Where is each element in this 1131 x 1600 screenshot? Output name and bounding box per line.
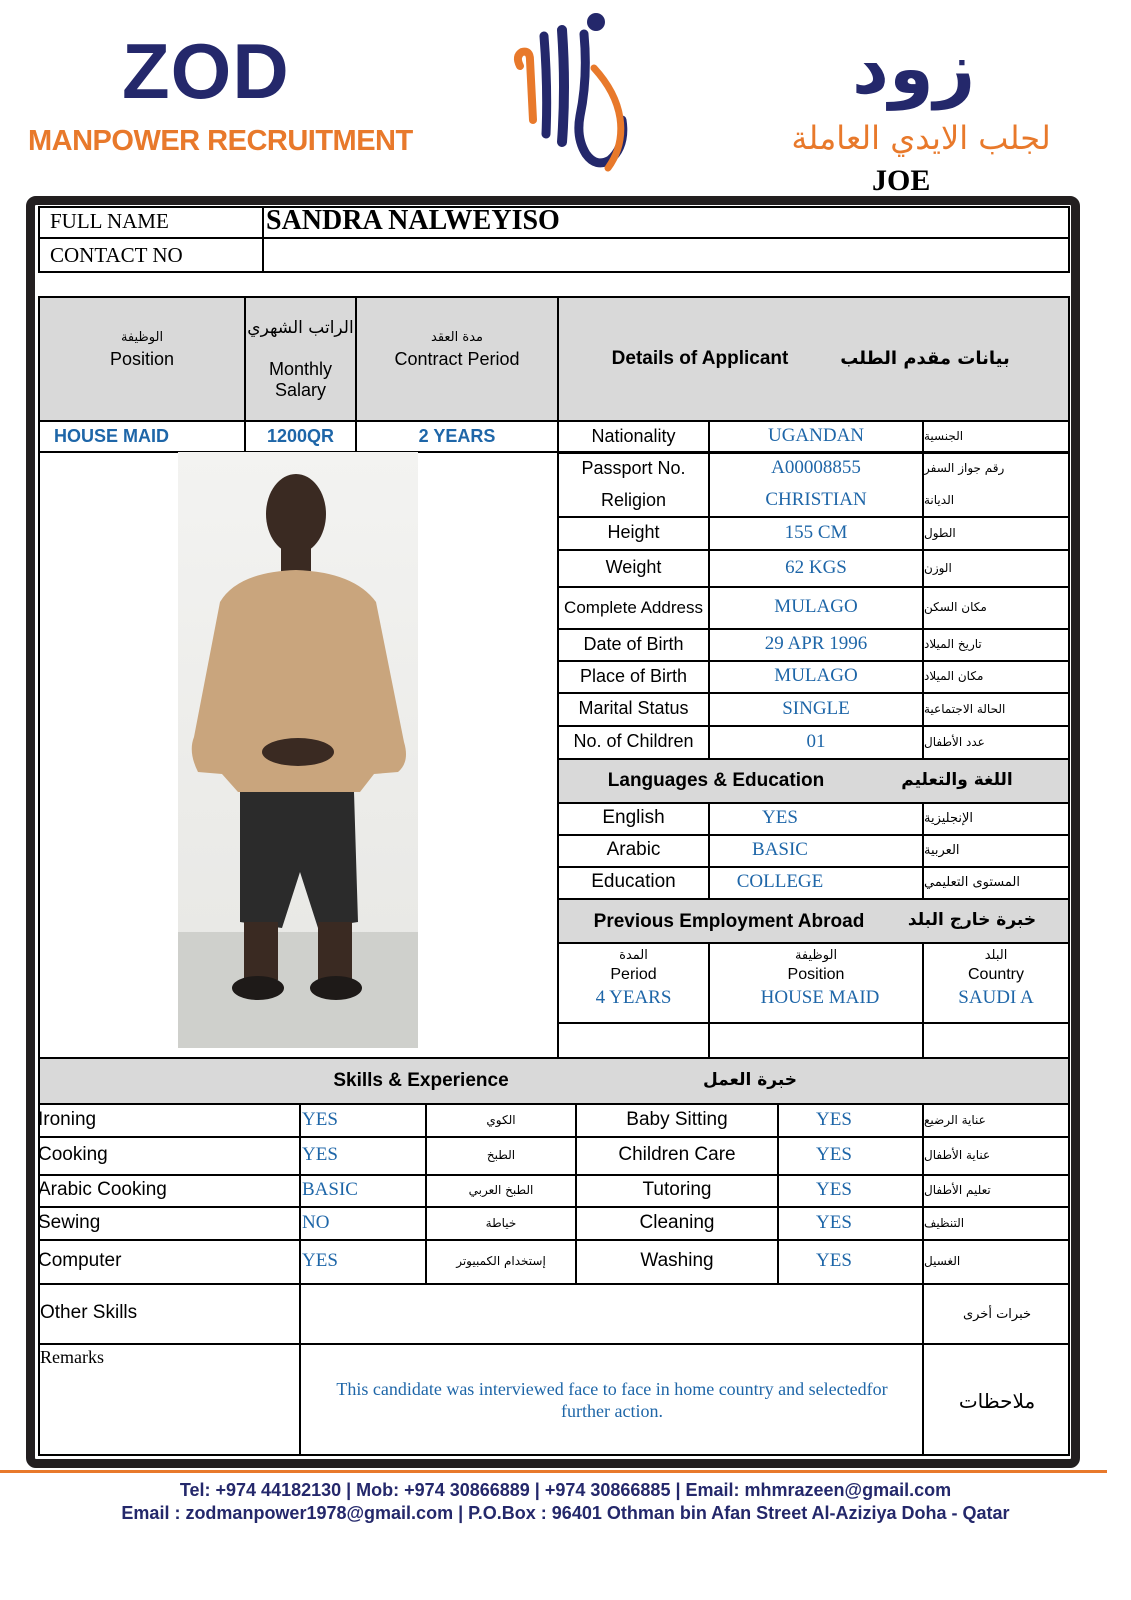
language-label-arabic: الإنجليزية: [924, 810, 974, 826]
brand-logo-text: ZOD: [122, 27, 290, 115]
details-row-value: MULAGO: [774, 665, 858, 686]
employment-country-header: Country: [967, 966, 1025, 983]
details-row-label-arabic: الجنسية: [924, 429, 964, 443]
skill-label-arabic: الطبخ: [486, 1148, 516, 1162]
details-row-label: Religion: [600, 489, 667, 510]
language-label: English: [602, 807, 665, 828]
skill-label: Children Care: [618, 1144, 736, 1165]
details-row-label-arabic: الوزن: [924, 560, 952, 575]
employment-position-header: Position: [787, 966, 845, 983]
skill-label: Arabic Cooking: [38, 1179, 167, 1200]
details-row-value: 01: [806, 730, 826, 752]
employment-position-header-arabic: الوظيفة: [794, 947, 838, 963]
skills-title: Skills & Experience: [333, 1070, 509, 1091]
position-value: HOUSE MAID: [54, 426, 170, 446]
salary-value: 1200QR: [266, 426, 335, 446]
other-skills-label-arabic: خبرات أخرى: [962, 1306, 1032, 1322]
remarks-label-arabic: ملاحظات: [958, 1389, 1036, 1413]
full-name-value: SANDRA NALWEYISO: [266, 204, 560, 236]
salary-header-arabic: الراتب الشهري: [247, 318, 354, 338]
skill-value: YES: [302, 1250, 338, 1271]
remarks-label: Remarks: [40, 1346, 104, 1367]
brand-logo-arabic: زود: [852, 26, 976, 110]
details-row-value: 62 KGS: [785, 556, 847, 578]
details-title: Details of Applicant: [611, 348, 789, 369]
skill-label-arabic: تعليم الأطفال: [924, 1183, 991, 1197]
details-row-label-arabic: مكان السكن: [924, 600, 987, 614]
position-header-arabic: الوظيفة: [120, 329, 164, 345]
contract-value: 2 YEARS: [418, 426, 496, 446]
details-row-label-arabic: الطول: [924, 525, 956, 540]
details-row-label: Date of Birth: [583, 633, 684, 654]
details-row-value: 155 CM: [784, 521, 848, 543]
brand-emblem-icon: [500, 8, 640, 178]
languages-title-arabic: اللغة والتعليم: [901, 770, 1013, 790]
brand-tagline-arabic: لجلب الايدي العاملة: [791, 119, 1051, 157]
details-row-value: UGANDAN: [767, 425, 865, 446]
employment-period-header: Period: [610, 966, 657, 983]
details-row-label: Marital Status: [578, 698, 689, 718]
details-row-label-arabic: الحالة الاجتماعية: [924, 701, 1006, 716]
skill-value: YES: [816, 1250, 852, 1271]
skill-label: Sewing: [38, 1211, 101, 1233]
details-row-label: Complete Address: [564, 597, 703, 617]
skill-label: Cleaning: [639, 1211, 715, 1233]
employment-title: Previous Employment Abroad: [593, 911, 865, 932]
employment-position-value: HOUSE MAID: [760, 987, 880, 1008]
skill-label: Tutoring: [642, 1179, 712, 1200]
skill-label: Ironing: [38, 1108, 97, 1130]
language-label-arabic: المستوى التعليمي: [924, 874, 1020, 890]
details-row-label-arabic: مكان الميلاد: [924, 669, 984, 683]
language-label-arabic: العربية: [924, 842, 960, 858]
language-value: COLLEGE: [736, 871, 824, 892]
skill-label: Computer: [38, 1250, 122, 1271]
language-value: BASIC: [752, 839, 808, 860]
other-skills-label: Other Skills: [40, 1302, 138, 1323]
reference-code: JOE: [872, 164, 931, 197]
language-label: Arabic: [606, 839, 661, 860]
details-row-label-arabic: تاريخ الميلاد: [924, 637, 982, 651]
skill-value: YES: [302, 1108, 338, 1130]
skills-title-arabic: خبرة العمل: [702, 1070, 798, 1090]
skill-value: YES: [816, 1144, 852, 1165]
contact-value: [268, 239, 270, 272]
details-row-label: No. of Children: [573, 731, 694, 751]
footer-contact-line-1: Tel: +974 44182130 | Mob: +974 30866889 | +974 30866885 | Email: mhmrazeen@gmail.com: [179, 1480, 952, 1500]
details-row-label-arabic: الديانة: [924, 493, 955, 507]
other-skills-value: [306, 1298, 308, 1328]
employment-country-header-arabic: البلد: [984, 947, 1008, 963]
skill-label-arabic: خياطة: [485, 1215, 517, 1230]
details-row-label: Weight: [605, 557, 662, 577]
details-title-arabic: بيانات مقدم الطلب: [840, 347, 1010, 369]
skill-label: Baby Sitting: [626, 1108, 728, 1130]
employment-period-header-arabic: المدة: [619, 947, 648, 963]
skill-label: Washing: [640, 1250, 714, 1271]
skill-value: YES: [816, 1211, 852, 1233]
full-name-label: FULL NAME: [50, 209, 169, 233]
skill-value: YES: [816, 1179, 852, 1200]
skill-label-arabic: إستخدام الكمبيوتر: [456, 1254, 546, 1268]
footer-divider: [0, 1470, 1107, 1473]
skill-label-arabic: الطبخ العربي: [468, 1183, 534, 1197]
contract-header-arabic: مدة العقد: [431, 329, 483, 345]
skill-value: NO: [302, 1211, 330, 1233]
language-value: YES: [762, 807, 798, 828]
details-row-value: SINGLE: [782, 697, 850, 719]
skill-label-arabic: الغسيل: [924, 1254, 961, 1268]
skill-label-arabic: عناية الأطفال: [924, 1148, 991, 1162]
details-row-value: A00008855: [771, 457, 861, 478]
contact-label: CONTACT NO: [50, 243, 183, 267]
details-row-value: 29 APR 1996: [764, 633, 868, 654]
person-silhouette-icon: [178, 452, 418, 1048]
languages-title: Languages & Education: [607, 770, 825, 791]
skill-label: Cooking: [38, 1144, 108, 1165]
employment-country-value: SAUDI A: [958, 987, 1034, 1008]
details-row-label-arabic: عدد الأطفال: [924, 734, 985, 749]
contract-header: Contract Period: [394, 348, 520, 369]
skill-label-arabic: التنظيف: [924, 1215, 965, 1230]
employment-period-value: 4 YEARS: [595, 987, 672, 1008]
details-row-label: Passport No.: [581, 457, 686, 478]
brand-tagline: MANPOWER RECRUITMENT: [28, 125, 413, 157]
applicant-photo: [178, 452, 418, 1048]
skill-label-arabic: عناية الرضيع: [924, 1112, 986, 1127]
salary-header: Monthly Salary: [268, 359, 333, 400]
skill-value: YES: [816, 1108, 852, 1130]
skill-value: BASIC: [302, 1179, 358, 1200]
details-row-value: MULAGO: [774, 596, 858, 617]
language-label: Education: [591, 871, 676, 892]
details-row-label-arabic: رقم جواز السفر: [924, 461, 1005, 475]
details-row-label: Height: [607, 522, 660, 542]
footer-contact-line-2: Email : zodmanpower1978@gmail.com | P.O.Box : 96401 Othman bin Afan Street Al-Aziziya Doha - Qatar: [121, 1503, 1010, 1523]
skill-value: YES: [302, 1144, 338, 1165]
employment-title-arabic: خبرة خارج البلد: [907, 910, 1037, 930]
details-row-label: Nationality: [591, 425, 676, 446]
details-row-value: CHRISTIAN: [765, 489, 867, 510]
skill-label-arabic: الكوي: [486, 1112, 516, 1127]
remarks-text: This candidate was interviewed face to face in home country and selectedfor further action.: [336, 1379, 888, 1421]
details-row-label: Place of Birth: [579, 665, 688, 686]
position-header: Position: [109, 348, 175, 369]
